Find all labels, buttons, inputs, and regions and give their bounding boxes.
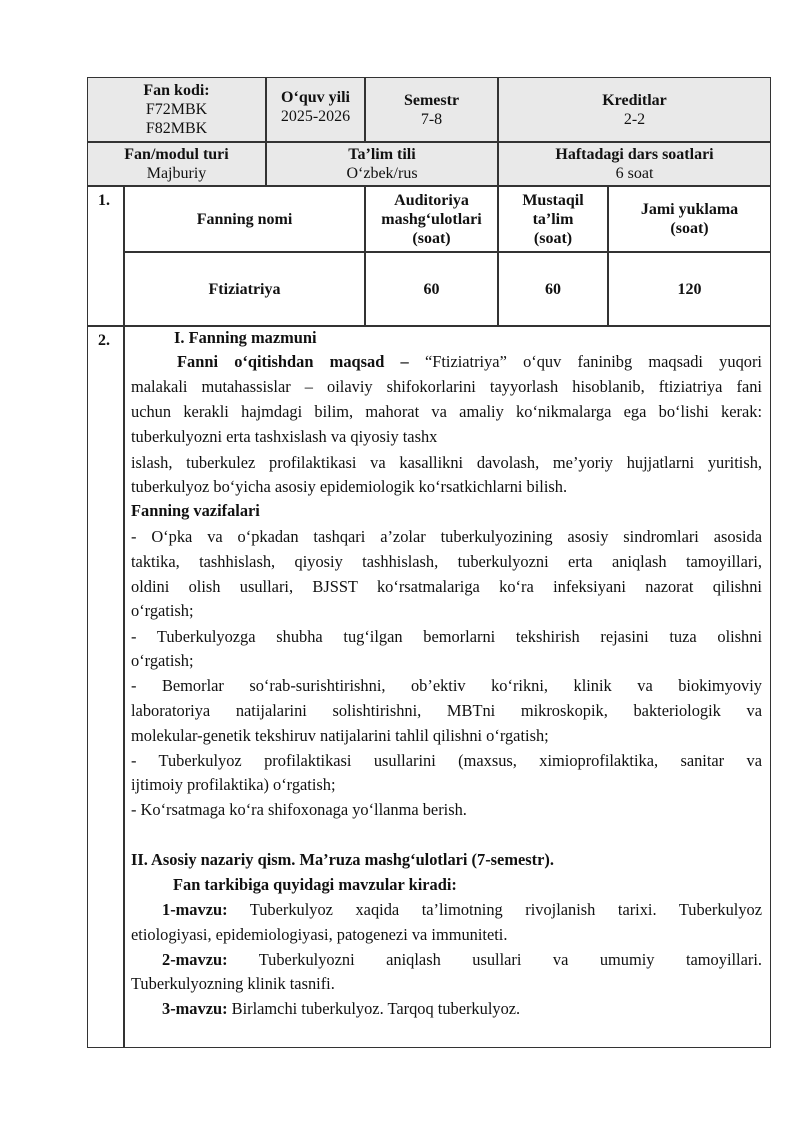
dars-soatlari-cell xyxy=(498,142,771,186)
mavzu-3-label: 3-mavzu: xyxy=(162,999,228,1018)
vazifa-1-line-1: - O‘pka va o‘pkadan tashqari a’zolar tuberkulyozining asosiy sindromlari asosida xyxy=(131,527,762,546)
fan-turi-label: Fan/modul turi xyxy=(124,146,229,163)
oquv-yili-value: 2025-2026 xyxy=(280,108,351,125)
col-auditoriya-label-3: (soat) xyxy=(412,229,451,247)
mavzu-3-line-1 xyxy=(162,999,762,1019)
vazifa-4-line-1: - Tuberkulyoz profilaktikasi usullarini (maxsus, ximioprofilaktika, sanitar va xyxy=(131,751,762,770)
fan-kodi-value-1: F72MBK xyxy=(145,101,208,118)
col-mustaqil-label-3: (soat) xyxy=(533,229,573,247)
maqsad-line-2: malakali mutahassislar – oilaviy shifokorlarini tayyorlash hisoblanib, ftiziatriya fani xyxy=(131,377,762,396)
section-1-number: 1. xyxy=(98,192,110,209)
maqsad-dash: – xyxy=(384,352,409,371)
section-2-number: 2. xyxy=(98,332,110,349)
talim-tili-cell xyxy=(266,142,498,186)
maqsad-line-6: tuberkulyoz bo‘yicha asosiy epidemiologik ko‘rsatkichlarni bilish. xyxy=(131,477,568,496)
mavzu-2-line-1 xyxy=(162,950,762,970)
maqsad-label: Fanni o‘qitishdan maqsad xyxy=(177,352,385,371)
vazifalar-heading: Fanning vazifalari xyxy=(131,501,260,520)
col-auditoriya-header xyxy=(365,186,498,252)
fan-turi-value: Majburiy xyxy=(146,165,207,182)
col-jami-header xyxy=(608,186,771,252)
dars-soatlari-label: Haftadagi dars soatlari xyxy=(555,146,714,163)
col-mustaqil-label-1: Mustaqil xyxy=(522,191,584,209)
maqsad-line-1 xyxy=(177,352,762,372)
maqsad-line-3: uchun kerakli hajmdagi bilim, mahorat va amaliy ko‘nikmalarga ega bo‘lishi kerak: xyxy=(131,402,762,421)
vazifa-2-line-1: - Tuberkulyozga shubha tug‘ilgan bemorlarni tekshirish rejasini tuza olishni xyxy=(131,627,762,646)
dars-soatlari-value: 6 soat xyxy=(615,165,654,182)
maqsad-line-5: islash, tuberkulez profilaktikasi va kasallikni davolash, me’yoriy hujjatlarni yuritish, xyxy=(131,453,762,472)
talim-tili-value: O‘zbek/rus xyxy=(346,165,418,182)
vazifa-1-line-2: taktika, tashhislash, qiyosiy tashhislash, tuberkulyozni erta aniqlash tamoyillari, xyxy=(131,552,762,571)
vazifa-3-line-3: molekular-genetik tekshiruv natijalarini tahlil qilishni o‘rgatish; xyxy=(131,726,549,745)
col-auditoriya-label-1: Auditoriya xyxy=(394,191,469,209)
col-fan-nomi-label: Fanning nomi xyxy=(196,210,293,228)
vazifa-3-line-1: - Bemorlar so‘rab-surishtirishni, ob’ektiv ko‘rikni, klinik va biokimyoviy xyxy=(131,676,762,695)
col-jami-label-1: Jami yuklama xyxy=(640,201,739,218)
mavzu-2-label: 2-mavzu: xyxy=(162,950,228,969)
col-jami-label-2: (soat) xyxy=(670,220,709,237)
semestr-label: Semestr xyxy=(403,92,460,109)
mavzu-2-text: Tuberkulyozni aniqlash usullari va umumiy tamoyillari. xyxy=(227,950,762,969)
kreditlar-cell xyxy=(498,77,771,142)
vazifa-1-line-4: o‘rgatish; xyxy=(131,601,194,620)
vazifa-4-line-2: ijtimoiy profilaktika) o‘rgatish; xyxy=(131,775,336,794)
col-mustaqil-header xyxy=(498,186,608,252)
mavzu-1-line-2: etiologiyasi, epidemiologiyasi, patogenezi va immuniteti. xyxy=(131,925,508,944)
fan-nomi-value: Ftiziatriya xyxy=(208,280,281,298)
oquv-yili-label: O‘quv yili xyxy=(281,89,350,106)
mustaqil-value-cell xyxy=(498,252,608,326)
jami-value: 120 xyxy=(677,280,702,298)
vazifa-1-line-3: oldini olish usullari, BJSST ko‘rsatmalariga ko‘ra infeksiyani nazorat qilishni xyxy=(131,577,762,596)
semestr-cell xyxy=(365,77,498,142)
fan-kodi-label: Fan kodi: xyxy=(143,82,210,99)
auditoriya-value: 60 xyxy=(423,280,440,298)
mavzular-intro: Fan tarkibiga quyidagi mavzular kiradi: xyxy=(173,875,457,894)
col-mustaqil-label-2: ta’lim xyxy=(532,210,574,228)
mavzu-2-line-2: Tuberkulyozning klinik tasnifi. xyxy=(131,974,335,993)
jami-value-cell xyxy=(608,252,771,326)
vazifa-3-line-2: laboratoriya natijalarini solishtirishni, MBTni mikroskopik, bakteriologik va xyxy=(131,701,762,720)
nazariy-qism-heading: II. Asosiy nazariy qism. Ma’ruza mashg‘ulotlari (7-semestr). xyxy=(131,850,554,869)
mavzu-3-text: Birlamchi tuberkulyoz. Tarqoq tuberkulyoz. xyxy=(227,999,521,1018)
maqsad-line-1-rest: “Ftiziatriya” o‘quv faninibg maqsadi yuqori xyxy=(408,352,762,371)
kreditlar-label: Kreditlar xyxy=(602,92,667,109)
mavzu-1-line-1 xyxy=(162,900,762,920)
oquv-yili-cell xyxy=(266,77,365,142)
section-1-number-cell xyxy=(87,186,124,326)
mavzu-1-label: 1-mavzu: xyxy=(162,900,228,919)
vazifa-2-line-2: o‘rgatish; xyxy=(131,651,194,670)
col-auditoriya-label-2: mashg‘ulotlari xyxy=(381,210,482,228)
maqsad-line-4: tuberkulyozni erta tashxislash va qiyosiy tashx xyxy=(131,427,438,446)
kreditlar-value: 2-2 xyxy=(623,111,646,128)
col-fan-nomi-header xyxy=(124,186,365,252)
semestr-value: 7-8 xyxy=(420,111,443,128)
auditoriya-value-cell xyxy=(365,252,498,326)
mustaqil-value: 60 xyxy=(545,280,561,298)
fanning-mazmuni-heading: I. Fanning mazmuni xyxy=(174,328,317,347)
fan-turi-cell xyxy=(87,142,266,186)
fan-nomi-value-cell xyxy=(124,252,365,326)
talim-tili-label: Ta’lim tili xyxy=(348,146,416,163)
section-2-number-cell xyxy=(87,326,124,1048)
mavzu-1-text: Tuberkulyoz xaqida ta’limotning rivojlanish tarixi. Tuberkulyoz xyxy=(227,900,762,919)
fan-kodi-value-2: F82MBK xyxy=(145,120,208,137)
fan-kodi-cell xyxy=(87,77,266,142)
vazifa-5-line-1: - Ko‘rsatmaga ko‘ra shifoxonaga yo‘llanma berish. xyxy=(131,800,467,819)
